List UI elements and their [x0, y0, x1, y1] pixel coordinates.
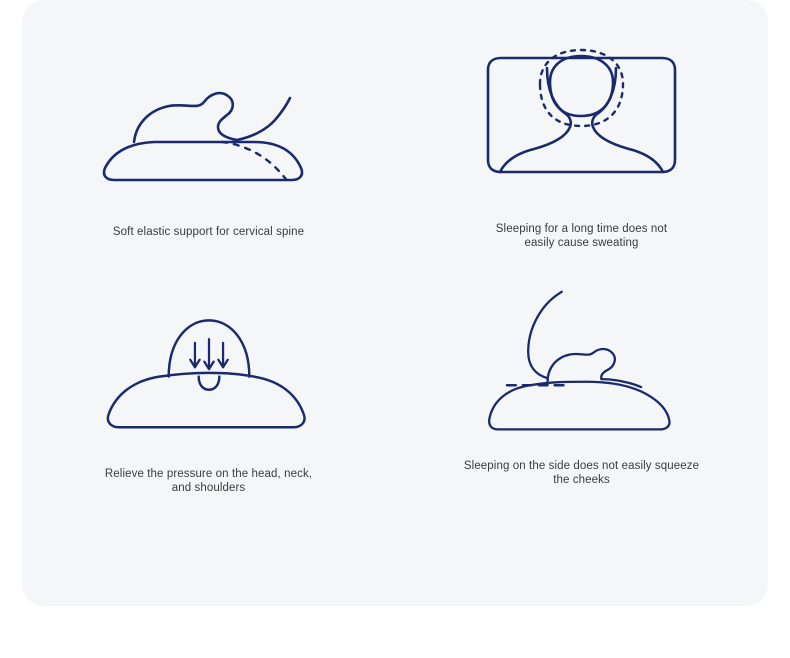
- head-on-pillow-front-view-icon: [474, 48, 689, 203]
- feature-caption: Sleeping for a long time does not easily cause sweating: [495, 223, 668, 249]
- head-pressure-arrows-icon: [94, 296, 324, 446]
- side-sleeping-cheek-icon: [467, 290, 697, 440]
- feature-item-cervical-support: [22, 0, 395, 280]
- feature-caption: Soft elastic support for cervical spine: [112, 226, 305, 238]
- feature-caption: Relieve the pressure on the head, neck, and shoulders: [104, 468, 313, 494]
- feature-item-breathable: [395, 0, 768, 280]
- side-sleeper-pillow-icon: [94, 58, 324, 208]
- feature-grid: [22, 0, 768, 560]
- feature-item-cheek-comfort: [395, 280, 768, 560]
- feature-panel: [22, 0, 768, 606]
- feature-caption: Sleeping on the side does not easily squeeze the cheeks: [463, 460, 700, 486]
- feature-item-pressure-relief: [22, 280, 395, 560]
